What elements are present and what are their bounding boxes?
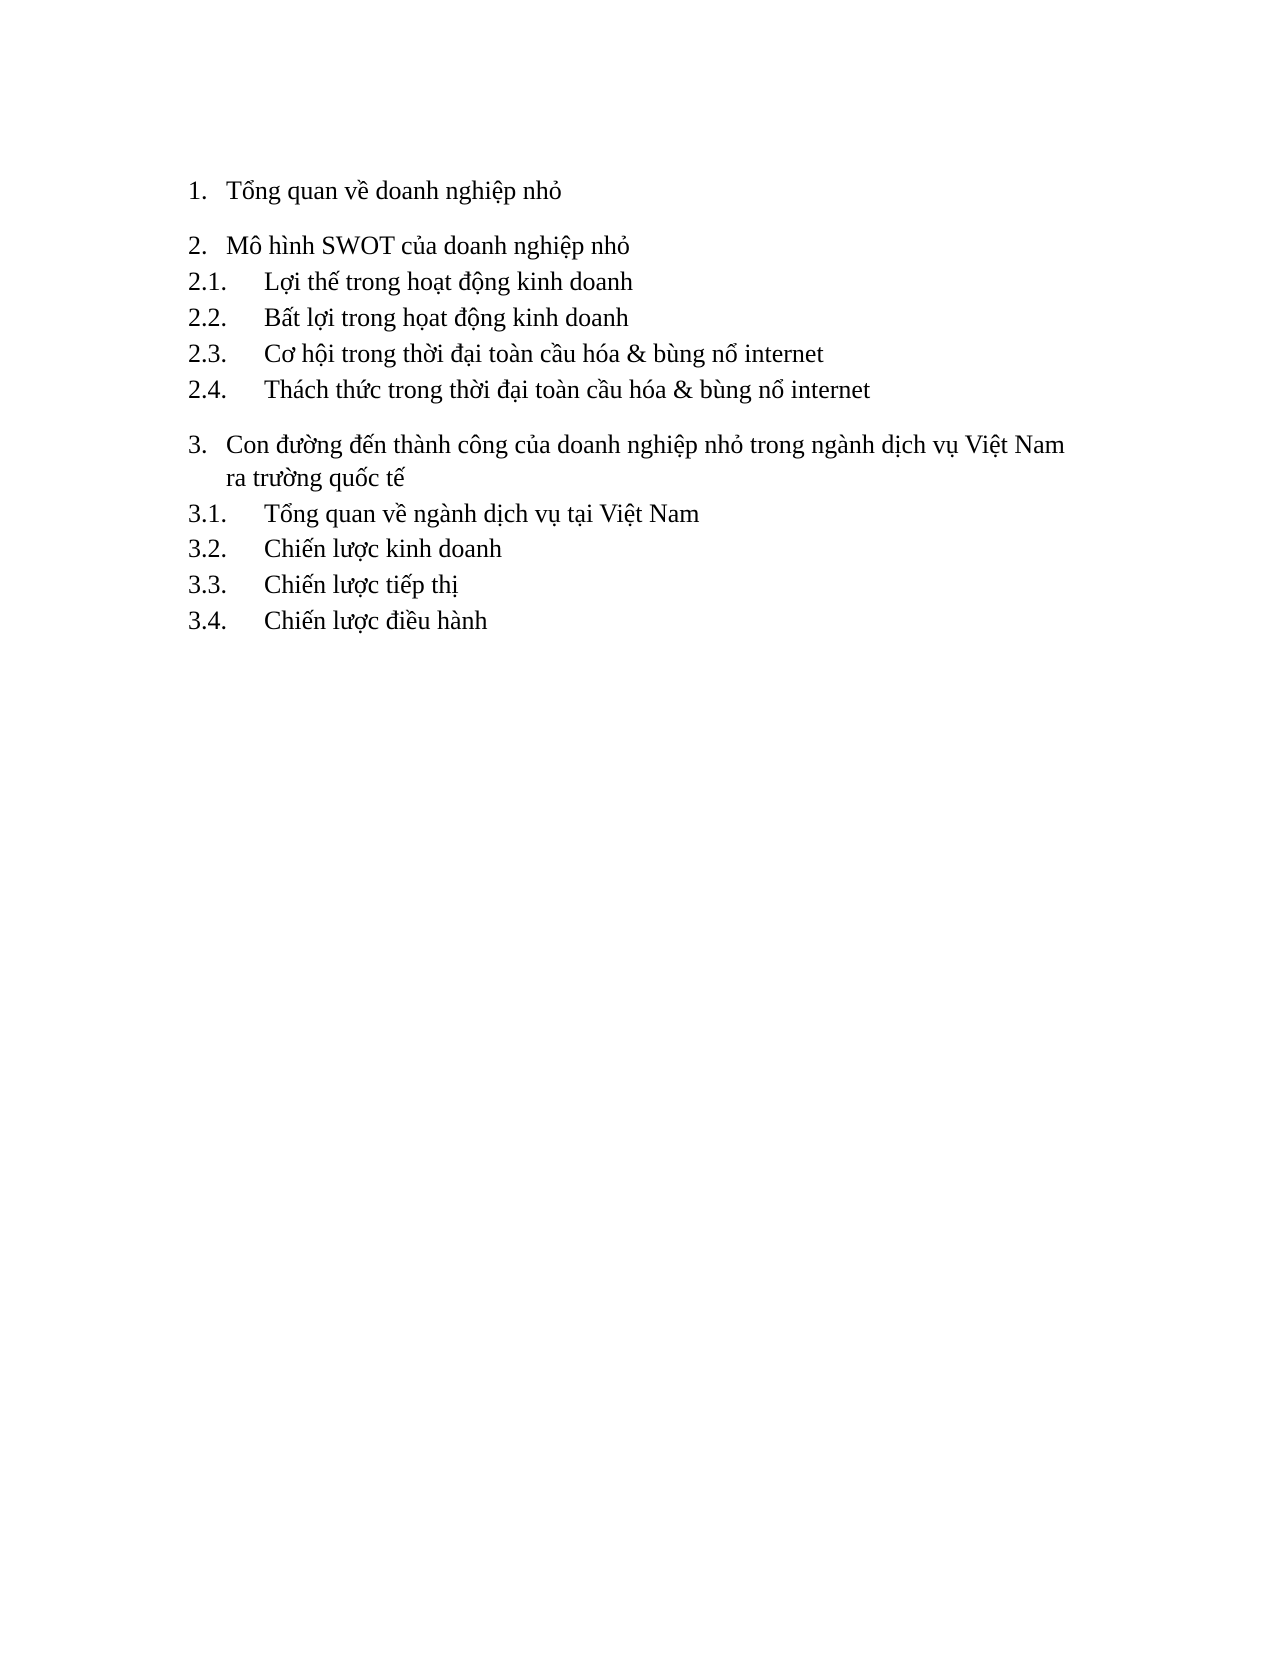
subsection-number: 3.4. bbox=[188, 606, 227, 635]
section-title: Mô hình SWOT của doanh nghiệp nhỏ bbox=[226, 231, 630, 260]
section-title-line-1: Con đường đến thành công của doanh nghiệp nhỏ trong ngành dịch vụ Việt Nam bbox=[226, 430, 1065, 459]
subsection-title: Lợi thế trong hoạt động kinh doanh bbox=[264, 267, 634, 296]
subsection-number: 2.3. bbox=[188, 339, 227, 368]
section-title-line-2: ra trường quốc tế bbox=[226, 463, 405, 492]
subsection-title: Tổng quan về ngành dịch vụ tại Việt Nam bbox=[264, 499, 700, 528]
subsection-number: 3.3. bbox=[188, 570, 227, 599]
subsection-number: 2.1. bbox=[188, 267, 227, 296]
section-number: 1. bbox=[188, 176, 208, 205]
section-number: 3. bbox=[188, 430, 208, 459]
subsection-number: 3.2. bbox=[188, 534, 227, 563]
subsection-title: Thách thức trong thời đại toàn cầu hóa & bùng nổ internet bbox=[264, 375, 871, 404]
section-title: Tổng quan về doanh nghiệp nhỏ bbox=[226, 176, 562, 205]
subsection-number: 2.2. bbox=[188, 303, 227, 332]
subsection-number: 3.1. bbox=[188, 499, 227, 528]
subsection-title: Chiến lược tiếp thị bbox=[264, 570, 459, 599]
section-number: 2. bbox=[188, 231, 208, 260]
subsection-title: Cơ hội trong thời đại toàn cầu hóa & bùng nổ internet bbox=[264, 339, 824, 368]
subsection-title: Bất lợi trong họat động kinh doanh bbox=[264, 303, 629, 332]
subsection-number: 2.4. bbox=[188, 375, 227, 404]
subsection-title: Chiến lược điều hành bbox=[264, 606, 488, 635]
subsection-title: Chiến lược kinh doanh bbox=[264, 534, 502, 563]
